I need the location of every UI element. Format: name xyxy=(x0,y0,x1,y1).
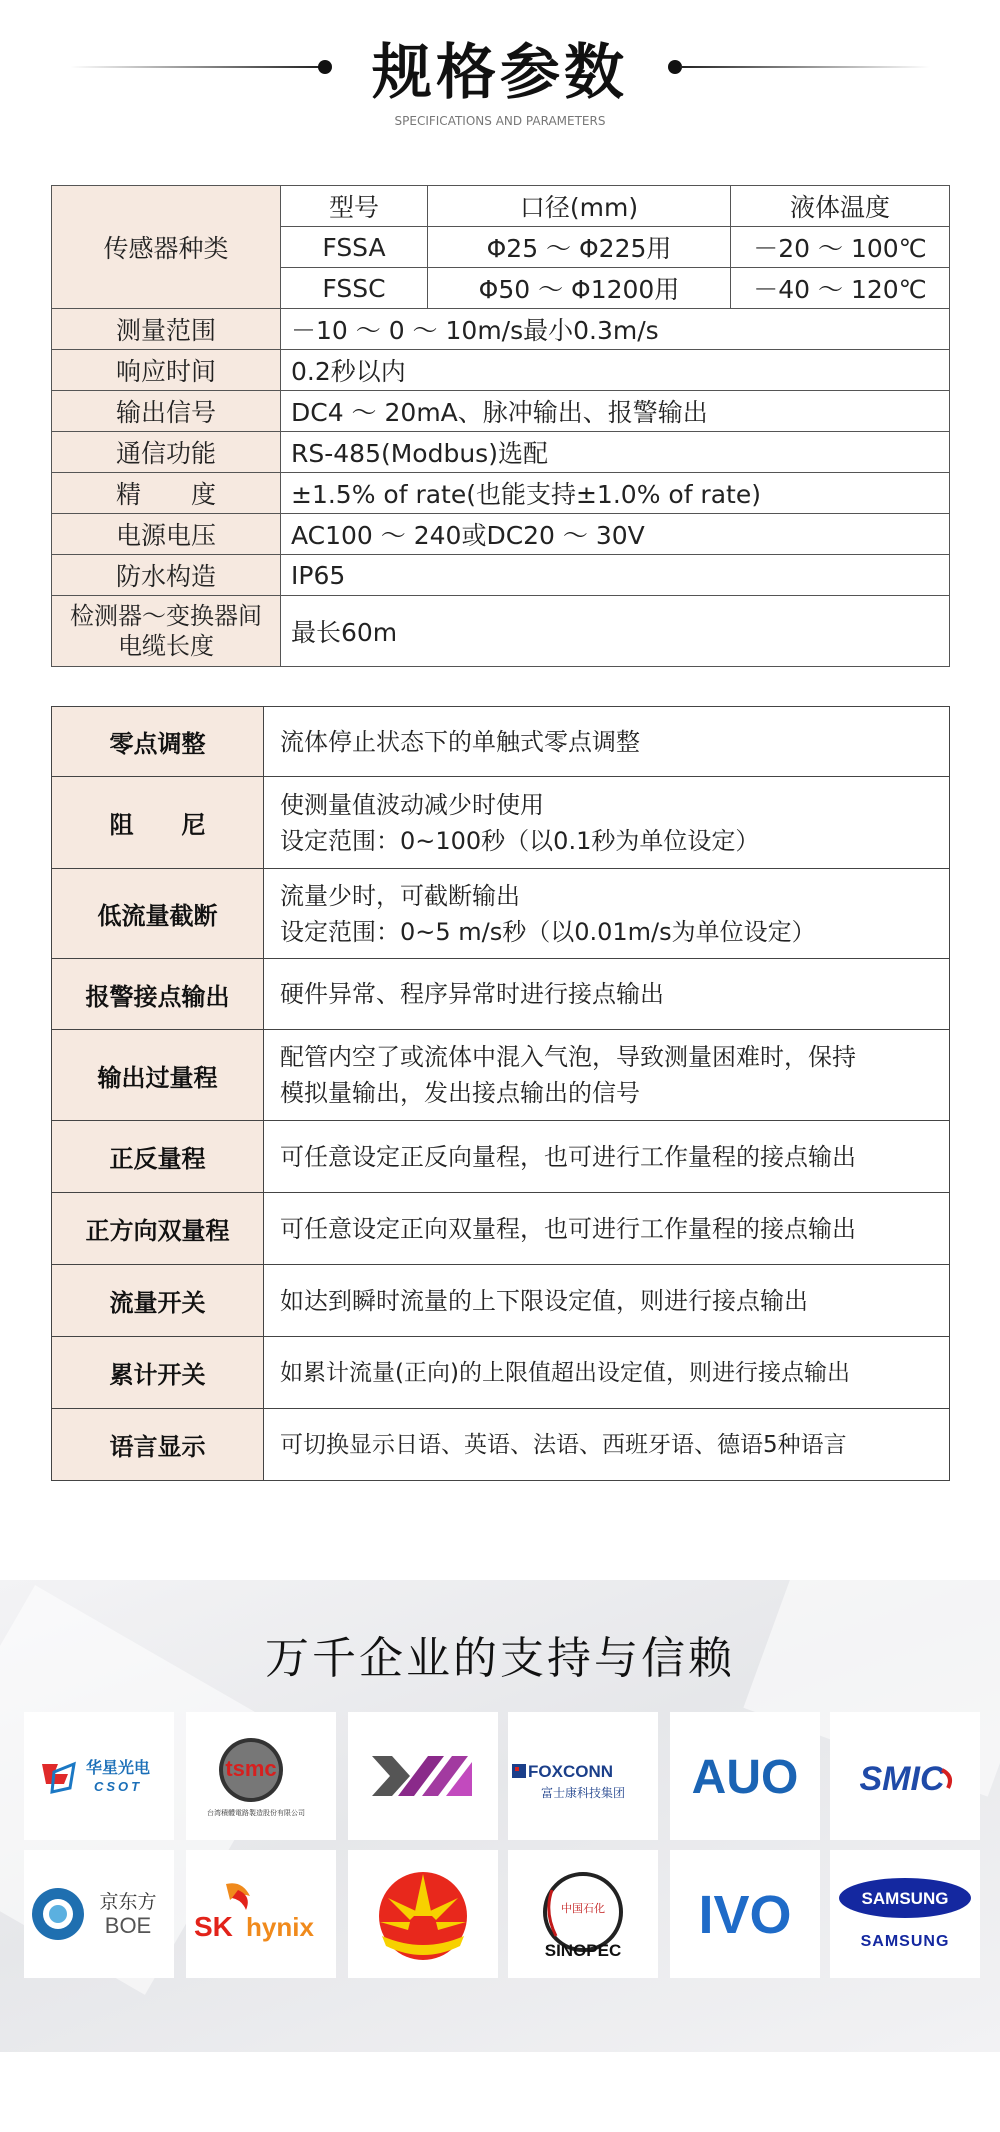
table-row xyxy=(52,959,950,1030)
table-cell: Φ25 ～ Φ225用 xyxy=(428,227,731,268)
row-value-line: 可任意设定正向双量程，也可进行工作量程的接点输出 xyxy=(280,1214,856,1243)
row-label: 正方向双量程 xyxy=(52,1193,264,1265)
table-cell: Φ50 ～ Φ1200用 xyxy=(428,268,731,309)
row-value xyxy=(264,777,950,869)
function-table xyxy=(51,706,950,1481)
foxconn-text: FOXCONN xyxy=(528,1762,613,1781)
spec-table xyxy=(51,185,950,667)
row-label: 测量范围 xyxy=(52,309,281,350)
row-label xyxy=(52,596,281,667)
partner-section xyxy=(0,1580,1000,2052)
boe-en-text: BOE xyxy=(104,1913,152,1938)
samsung-text-2: SAMSUNG xyxy=(860,1933,950,1950)
row-value-line: 流量少时，可截断输出 xyxy=(280,881,520,910)
row-value xyxy=(264,1193,950,1265)
petrochina-logo xyxy=(348,1850,498,1978)
row-value-line: 设定范围：0~100秒（以0.1秒为单位设定） xyxy=(280,826,760,855)
yma-logo xyxy=(348,1712,498,1840)
row-value xyxy=(264,1030,950,1121)
smic-logo xyxy=(830,1712,980,1840)
row-value: DC4 ～ 20mA、脉冲输出、报警输出 xyxy=(281,391,950,432)
row-value xyxy=(264,707,950,777)
row-value-line: 硬件异常、程序异常时进行接点输出 xyxy=(280,980,664,1008)
tsmc-text: tsmc xyxy=(225,1756,277,1781)
row-value-line: 设定范围：0~5 m/s秒（以0.01m/s为单位设定） xyxy=(280,917,816,946)
sinopec-cn-text: 中国石化 xyxy=(561,1902,605,1915)
row-value-line: 配管内空了或流体中混入气泡，导致测量困难时，保持 xyxy=(280,1043,856,1071)
row-value: IP65 xyxy=(281,555,950,596)
row-label: 通信功能 xyxy=(52,432,281,473)
row-label: 零点调整 xyxy=(52,707,264,777)
table-row xyxy=(52,1193,950,1265)
boe-logo xyxy=(24,1850,174,1978)
row-value-line: 模拟量输出，发出接点输出的信号 xyxy=(280,1079,640,1107)
table-row xyxy=(52,596,950,667)
table-row xyxy=(52,1409,950,1481)
row-label: 输出信号 xyxy=(52,391,281,432)
row-value: －10 ～ 0 ～ 10m/s最小0.3m/s xyxy=(281,309,950,350)
row-value-line: 可任意设定正反向量程，也可进行工作量程的接点输出 xyxy=(280,1142,856,1171)
row-label: 阻 尼 xyxy=(52,777,264,869)
table-row xyxy=(52,473,950,514)
table-row xyxy=(52,777,950,869)
tsmc-logo xyxy=(186,1712,336,1840)
sinopec-logo xyxy=(508,1850,658,1978)
sk-hynix-logo xyxy=(186,1850,336,1978)
cable-label-line: 电缆长度 xyxy=(118,632,214,660)
table-cell: FSSC xyxy=(281,268,428,309)
row-value xyxy=(264,1409,950,1481)
row-label: 流量开关 xyxy=(52,1265,264,1337)
table-row xyxy=(52,1030,950,1121)
row-value-line: 如达到瞬时流量的上下限设定值，则进行接点输出 xyxy=(280,1286,808,1315)
row-label: 报警接点输出 xyxy=(52,959,264,1030)
page-header xyxy=(0,0,1000,140)
table-cell: FSSA xyxy=(281,227,428,268)
table-row xyxy=(52,555,950,596)
ivo-logo xyxy=(670,1850,820,1978)
row-value xyxy=(264,959,950,1030)
column-header: 口径(mm) xyxy=(428,186,731,227)
table-row xyxy=(52,1337,950,1409)
table-row xyxy=(52,391,950,432)
samsung-text: SAMSUNG xyxy=(861,1889,949,1908)
tsmc-sub-text: 台湾積體電路製造股份有限公司 xyxy=(207,1810,305,1817)
row-label: 累计开关 xyxy=(52,1337,264,1409)
csot-logo xyxy=(24,1712,174,1840)
row-label: 防水构造 xyxy=(52,555,281,596)
table-row xyxy=(52,350,950,391)
boe-cn-text: 京东方 xyxy=(99,1891,157,1913)
row-value-line: 使测量值波动减少时使用 xyxy=(280,790,544,819)
row-value xyxy=(264,1121,950,1193)
row-value: RS-485(Modbus)选配 xyxy=(281,432,950,473)
row-value: ±1.5% of rate(也能支持±1.0% of rate) xyxy=(281,473,950,514)
row-value xyxy=(264,1337,950,1409)
table-row xyxy=(52,1121,950,1193)
row-label: 电源电压 xyxy=(52,514,281,555)
row-value: AC100 ～ 240或DC20 ～ 30V xyxy=(281,514,950,555)
table-row xyxy=(52,309,950,350)
row-label: 低流量截断 xyxy=(52,869,264,959)
csot-cn-text: 华星光电 xyxy=(85,1760,151,1777)
ivo-text: IVO xyxy=(698,1885,792,1945)
foxconn-cn-text: 富士康科技集团 xyxy=(540,1786,626,1800)
row-value-line: 可切换显示日语、英语、法语、西班牙语、德语5种语言 xyxy=(280,1431,847,1458)
partner-title: 万千企业的支持与信赖 xyxy=(265,1633,735,1684)
row-value-line: 如累计流量(正向)的上限值超出设定值，则进行接点输出 xyxy=(280,1359,850,1386)
page-title: 规格参数 xyxy=(372,38,628,108)
row-label: 输出过量程 xyxy=(52,1030,264,1121)
row-value: 0.2秒以内 xyxy=(281,350,950,391)
sensor-type-label: 传感器种类 xyxy=(52,186,281,309)
cable-label-line: 检测器～变换器间 xyxy=(70,602,262,630)
table-row xyxy=(52,869,950,959)
column-header: 型号 xyxy=(281,186,428,227)
table-row xyxy=(52,1265,950,1337)
header-divider-right xyxy=(680,66,930,68)
foxconn-logo xyxy=(508,1712,658,1840)
row-value xyxy=(264,869,950,959)
table-row xyxy=(52,186,950,227)
csot-en-text: CSOT xyxy=(93,1779,143,1794)
row-label: 正反量程 xyxy=(52,1121,264,1193)
smic-text: SMIC xyxy=(859,1760,945,1798)
table-row xyxy=(52,707,950,777)
table-cell: －20 ～ 100℃ xyxy=(731,227,950,268)
samsung-logo xyxy=(830,1850,980,1978)
hynix-text: hynix xyxy=(246,1912,314,1942)
table-cell: －40 ～ 120℃ xyxy=(731,268,950,309)
sk-text: SK xyxy=(194,1911,233,1942)
auo-text: AUO xyxy=(691,1751,799,1804)
column-header: 液体温度 xyxy=(731,186,950,227)
row-label: 响应时间 xyxy=(52,350,281,391)
row-label: 语言显示 xyxy=(52,1409,264,1481)
row-value xyxy=(264,1265,950,1337)
row-value: 最长60m xyxy=(281,596,950,667)
row-value-line: 流体停止状态下的单触式零点调整 xyxy=(280,727,640,756)
table-row xyxy=(52,432,950,473)
page-subtitle: SPECIFICATIONS AND PARAMETERS xyxy=(394,114,606,128)
row-label: 精 度 xyxy=(52,473,281,514)
table-row xyxy=(52,514,950,555)
sinopec-text: SINOPEC xyxy=(544,1941,622,1960)
auo-logo xyxy=(670,1712,820,1840)
